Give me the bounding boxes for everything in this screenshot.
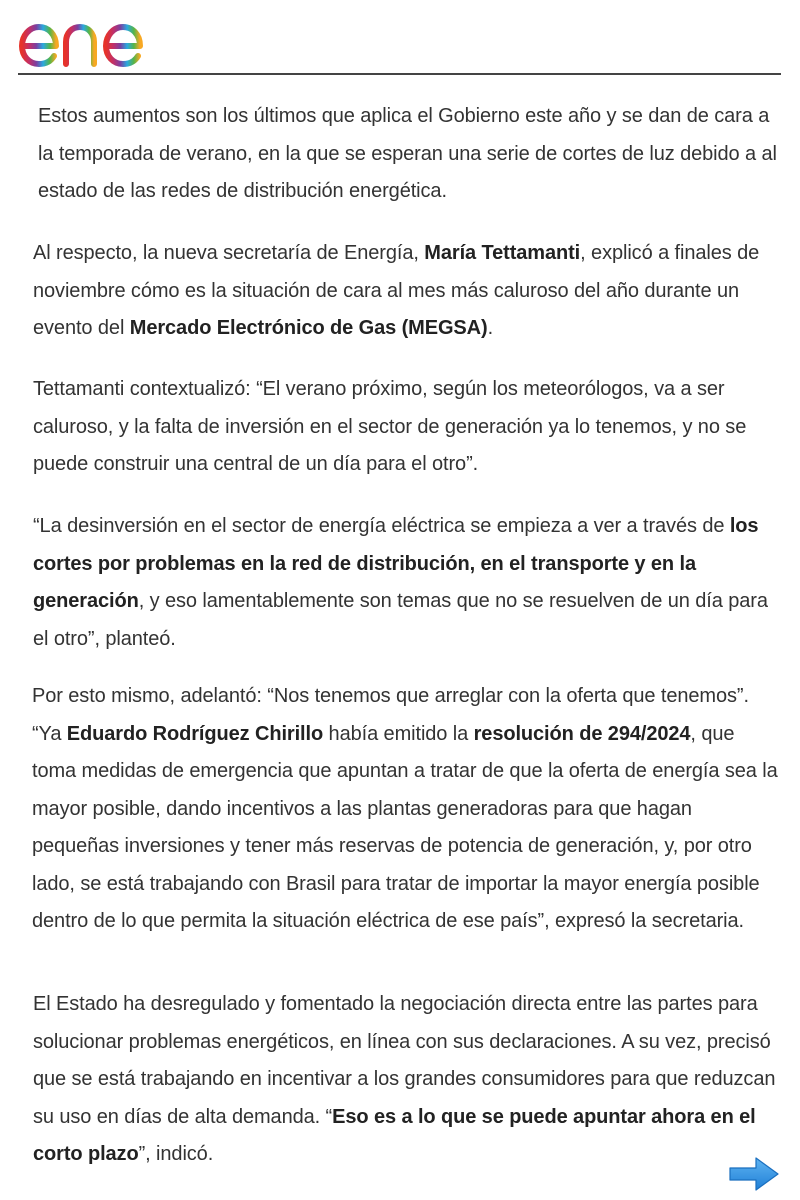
page-header [0,0,800,76]
highlight-cortes: los cortes por problemas en la red de distribución, en el transporte y en la generación [33,515,759,612]
paragraph-3-text: Tettamanti contextualizó: “El verano próximo, según los meteorólogos, va a ser caluroso, y la falta de inversión en el sector de generación ya lo tenemos, y no se puede construir una central de un día para el otro”. [33,378,747,475]
paragraph-2-text-3: . [487,317,494,339]
paragraph-5-text-1: Por esto mismo, adelantó: “Nos tenemos que arreglar con la oferta que tenemos”. “Ya [32,685,749,745]
enel-logo[interactable] [16,6,172,68]
paragraph-4 [33,508,778,658]
paragraph-5-text-2: había emitido la [323,722,474,745]
paragraph-3 [33,371,778,484]
highlight-maria-tettamanti: María Tettamanti [424,242,581,264]
right-arrow-icon [728,1155,780,1193]
paragraph-5-text-3: , que toma medidas de emergencia que apuntan a tratar de que la oferta de energía sea la mayor posible, dando incentivos a las plantas generadoras para que hagan pequeñas inversiones y tener más reservas de potencia de generación, y, por otro lado, se está trabajando con Brasil para tratar de importar la mayor energía posible dentro de lo que permita la situación eléctrica de ese país”, expresó la secretaria. [32,722,778,932]
enel-logo-mark [16,6,172,68]
paragraph-6 [33,986,778,1174]
paragraph-2-text-1: Al respecto, la nueva secretaría de Energía, [33,242,425,264]
header-divider [18,73,781,75]
highlight-corto-plazo: Eso es a lo que se puede apuntar ahora en el corto plazo [33,1105,756,1165]
paragraph-2 [33,235,778,348]
paragraph-1-text: Estos aumentos son los últimos que aplica el Gobierno este año y se dan de cara a la temporada de verano, en la que se esperan una serie de cortes de luz debido a al estado de las redes de distribución energética. [38,105,777,202]
paragraph-6-text-1: El Estado ha desregulado y fomentado la negociación directa entre las partes para solucionar problemas energéticos, en línea con sus declaraciones. A su vez, precisó que se está trabajando en incentivar a los grandes consumidores para que reduzcan su uso en días de alta demanda. “ [33,993,776,1128]
paragraph-4-text-2: , y eso lamentablemente son temas que no se resuelven de un día para el otro”, planteó. [33,590,768,650]
paragraph-4-text-1: “La desinversión en el sector de energía eléctrica se empieza a ver a través de [33,515,730,537]
next-page-button[interactable] [728,1155,780,1193]
paragraph-2-text-2: , explicó a finales de noviembre cómo es la situación de cara al mes más caluroso del año durante un evento del [33,242,760,339]
highlight-rodriguez-chirillo: Eduardo Rodríguez Chirillo [66,722,324,745]
highlight-resolucion: resolución de 294/2024 [473,722,691,745]
paragraph-6-text-2: ”, indicó. [138,1143,214,1165]
paragraph-1 [38,98,778,211]
paragraph-5 [32,678,780,941]
highlight-megsa: Mercado Electrónico de Gas (MEGSA) [129,317,488,339]
